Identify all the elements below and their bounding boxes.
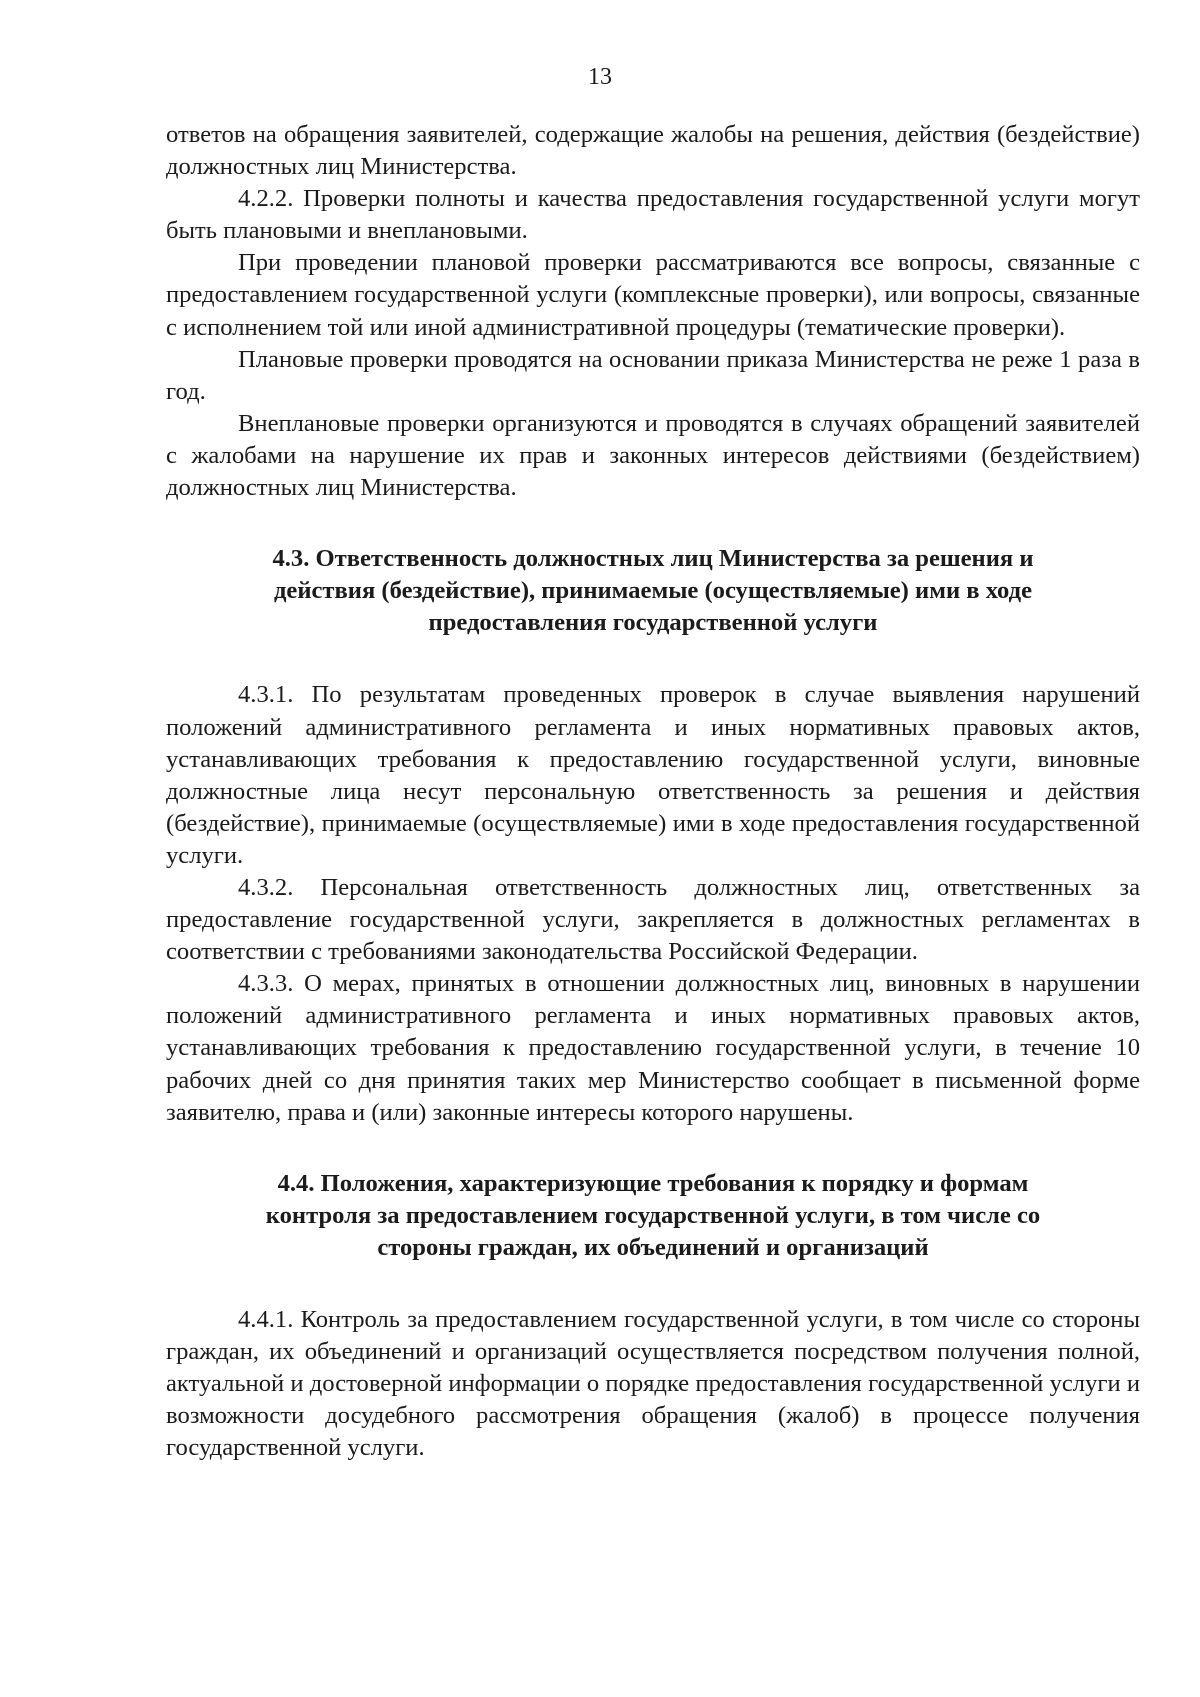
section-heading-4-3: 4.3. Ответственность должностных лиц Министерства за решения и действия (бездействие), принимаемые (осуществляемые) ими в ходе предоставления государственной услуги	[272, 545, 1034, 637]
section-heading-4-4: 4.4. Положения, характеризующие требования к порядку и формам контроля за предоставлением государственной услуги, в том числе со стороны граждан, их объединений и организаций	[265, 1169, 1041, 1261]
paragraph-unplanned-checks: Внеплановые проверки организуются и проводятся в случаях обращений заявителей с жалобами на нарушение их прав и законных интересов действиями (бездействием) должностных лиц Министерства.	[166, 409, 1140, 502]
spacer	[166, 1264, 1140, 1304]
spacer	[166, 1129, 1140, 1168]
spacer	[166, 639, 1140, 679]
paragraph-4-3-1: 4.3.1. По результатам проведенных проверок в случае выявления нарушений положений административного регламента и иных нормативных правовых актов, устанавливающих требования к предоставлению государственной услуги, виновные должностные лица несут персональную ответственность за решения и действия (бездействие), принимаемые (осуществляемые) ими в ходе предоставления государственной услуги.	[166, 681, 1140, 869]
page-number: 13	[588, 64, 612, 90]
paragraph-continuation: ответов на обращения заявителей, содержащие жалобы на решения, действия (бездействие) должностных лиц Министерства.	[166, 121, 1140, 181]
paragraph-planned-check-scope: При проведении плановой проверки рассматриваются все вопросы, связанные с предоставлением государственной услуги (комплексные проверки), или вопросы, связанные с исполнением той или иной административной процедуры (тематические проверки).	[166, 249, 1140, 341]
paragraph-4-3-2: 4.3.2. Персональная ответственность должностных лиц, ответственных за предоставление государственной услуги, закрепляется в должностных регламентах в соответствии с требованиями законодательства Российской Федерации.	[166, 873, 1140, 966]
paragraph-4-2-2: 4.2.2. Проверки полноты и качества предоставления государственной услуги могут быть плановыми и внеплановыми.	[166, 185, 1140, 245]
paragraph-4-3-3: 4.3.3. О мерах, принятых в отношении должностных лиц, виновных в нарушении положений административного регламента и иных нормативных правовых актов, устанавливающих требования к предоставлению государственной услуги, в течение 10 рабочих дней со дня принятия таких мер Министерство сообщает в письменной форме заявителю, права и (или) законные интересы которого нарушены.	[166, 970, 1140, 1126]
paragraph-planned-check-frequency: Плановые проверки проводятся на основании приказа Министерства не реже 1 раза в год.	[166, 345, 1140, 405]
document-body	[166, 119, 1140, 1464]
spacer	[166, 504, 1140, 543]
paragraph-4-4-1: 4.4.1. Контроль за предоставлением государственной услуги, в том числе со стороны граждан, их объединений и организаций осуществляется посредством получения полной, актуальной и достоверной информации о порядке предоставления государственной услуги и возможности досудебного рассмотрения обращения (жалоб) в процессе получения государственной услуги.	[166, 1306, 1140, 1462]
